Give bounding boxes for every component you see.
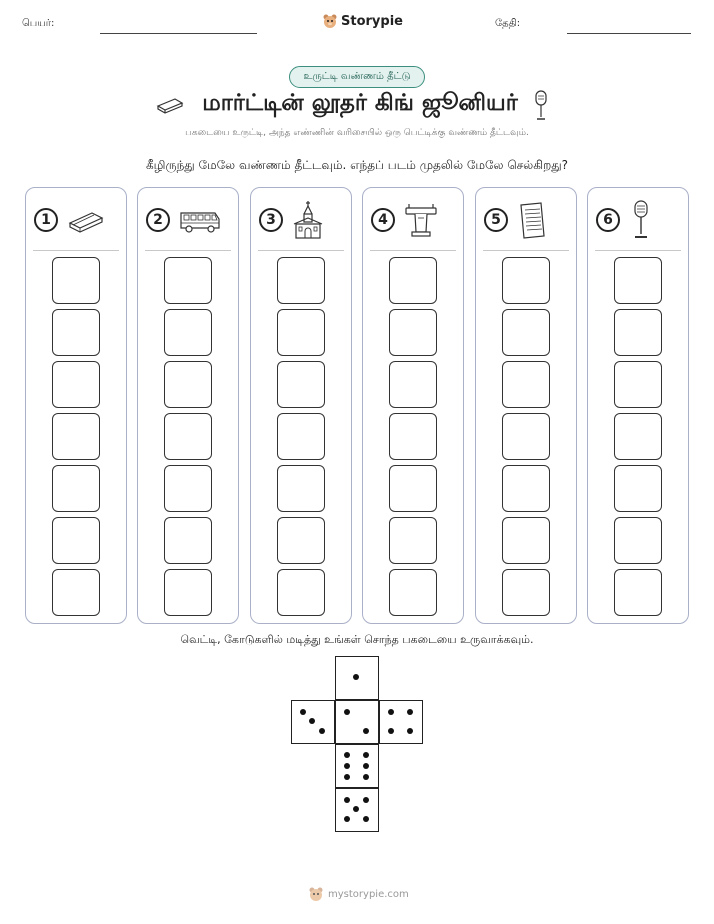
column-divider [258, 250, 344, 251]
die-pip [300, 709, 306, 715]
column-number: 4 [371, 208, 395, 232]
color-box[interactable] [164, 517, 212, 564]
color-box[interactable] [52, 413, 100, 460]
page-title: மார்ட்டின் லூதர் கிங் ஜூனியர் [202, 90, 518, 116]
podium-icon [403, 200, 439, 240]
column-3 [250, 187, 352, 624]
color-box[interactable] [389, 413, 437, 460]
column-divider [145, 250, 231, 251]
name-label: பெயர்: [22, 18, 55, 29]
die-pip [344, 763, 350, 769]
color-box[interactable] [277, 569, 325, 616]
color-box[interactable] [502, 257, 550, 304]
color-box[interactable] [164, 465, 212, 512]
color-box[interactable] [502, 465, 550, 512]
color-box[interactable] [614, 361, 662, 408]
date-line [567, 33, 691, 34]
die-pip [353, 806, 359, 812]
color-box[interactable] [502, 309, 550, 356]
color-box[interactable] [502, 517, 550, 564]
document-icon [516, 200, 548, 240]
brand-name: Storypie [341, 13, 403, 29]
column-4 [362, 187, 464, 624]
color-box[interactable] [52, 465, 100, 512]
color-box[interactable] [52, 569, 100, 616]
column-divider [33, 250, 119, 251]
color-box[interactable] [277, 257, 325, 304]
die-pip [344, 709, 350, 715]
die-pip [363, 774, 369, 780]
die-pip [363, 752, 369, 758]
color-box[interactable] [614, 465, 662, 512]
die-face-3 [291, 700, 335, 744]
die-pip [353, 674, 359, 680]
die-instruction: வெட்டி, கோடுகளில் மடித்து உங்கள் சொந்த பகடையை உருவாக்கவும். [180, 633, 534, 646]
color-box[interactable] [277, 465, 325, 512]
microphone-icon [532, 89, 550, 123]
die-pip [363, 728, 369, 734]
book-icon [66, 204, 106, 236]
column-number: 1 [34, 208, 58, 232]
color-box[interactable] [502, 413, 550, 460]
color-box[interactable] [389, 361, 437, 408]
color-box[interactable] [164, 569, 212, 616]
die-pip [344, 797, 350, 803]
column-1 [25, 187, 127, 624]
color-box[interactable] [389, 569, 437, 616]
color-box[interactable] [277, 309, 325, 356]
column-divider [483, 250, 569, 251]
question: கீழிருந்து மேலே வண்ணம் தீட்டவும். எந்தப் படம் முதலில் மேலே செல்கிறது? [145, 158, 569, 172]
color-box[interactable] [389, 257, 437, 304]
subtitle: பகடையை உருட்டி, அந்த எண்ணின் வரிசையில் ஒரு பெட்டிக்கு வண்ணம் தீட்டவும். [185, 128, 529, 138]
column-number: 5 [484, 208, 508, 232]
die-pip [319, 728, 325, 734]
die-pip [388, 709, 394, 715]
color-box[interactable] [52, 309, 100, 356]
color-box[interactable] [389, 465, 437, 512]
column-number: 6 [596, 208, 620, 232]
die-face-6 [335, 744, 379, 788]
die-pip [388, 728, 394, 734]
column-divider [370, 250, 456, 251]
column-6 [587, 187, 689, 624]
church-icon [291, 200, 325, 240]
color-box[interactable] [164, 257, 212, 304]
pie-mascot-icon [308, 886, 324, 902]
brand-logo [322, 13, 403, 29]
color-box[interactable] [614, 257, 662, 304]
die-pip [344, 752, 350, 758]
die-face-4 [379, 700, 423, 744]
bus-icon [178, 204, 222, 236]
color-box[interactable] [502, 569, 550, 616]
die-face-5 [335, 788, 379, 832]
color-box[interactable] [614, 517, 662, 564]
color-box[interactable] [164, 361, 212, 408]
color-box[interactable] [277, 517, 325, 564]
die-pip [407, 709, 413, 715]
name-line [100, 33, 257, 34]
footer-url[interactable]: mystorypie.com [328, 888, 409, 900]
color-box[interactable] [164, 309, 212, 356]
die-face-2 [335, 700, 379, 744]
column-number: 2 [146, 208, 170, 232]
color-box[interactable] [277, 361, 325, 408]
book-icon [155, 94, 185, 114]
color-box[interactable] [164, 413, 212, 460]
die-face-1 [335, 656, 379, 700]
color-box[interactable] [614, 569, 662, 616]
column-number: 3 [259, 208, 283, 232]
color-box[interactable] [52, 517, 100, 564]
column-2 [137, 187, 239, 624]
color-box[interactable] [52, 257, 100, 304]
die-pip [363, 816, 369, 822]
color-box[interactable] [614, 413, 662, 460]
color-box[interactable] [614, 309, 662, 356]
activity-badge: உருட்டி வண்ணம் தீட்டு [289, 66, 425, 88]
column-divider [595, 250, 681, 251]
date-label: தேதி: [495, 18, 521, 29]
die-pip [407, 728, 413, 734]
footer [308, 886, 409, 902]
color-box[interactable] [389, 309, 437, 356]
die-pip [344, 774, 350, 780]
color-box[interactable] [502, 361, 550, 408]
pie-mascot-icon [322, 13, 338, 29]
color-box[interactable] [277, 413, 325, 460]
color-box[interactable] [52, 361, 100, 408]
die-pip [363, 797, 369, 803]
die-pip [363, 763, 369, 769]
color-box[interactable] [389, 517, 437, 564]
die-pip [309, 718, 315, 724]
column-5 [475, 187, 577, 624]
microphone-icon [628, 199, 654, 241]
die-pip [344, 816, 350, 822]
